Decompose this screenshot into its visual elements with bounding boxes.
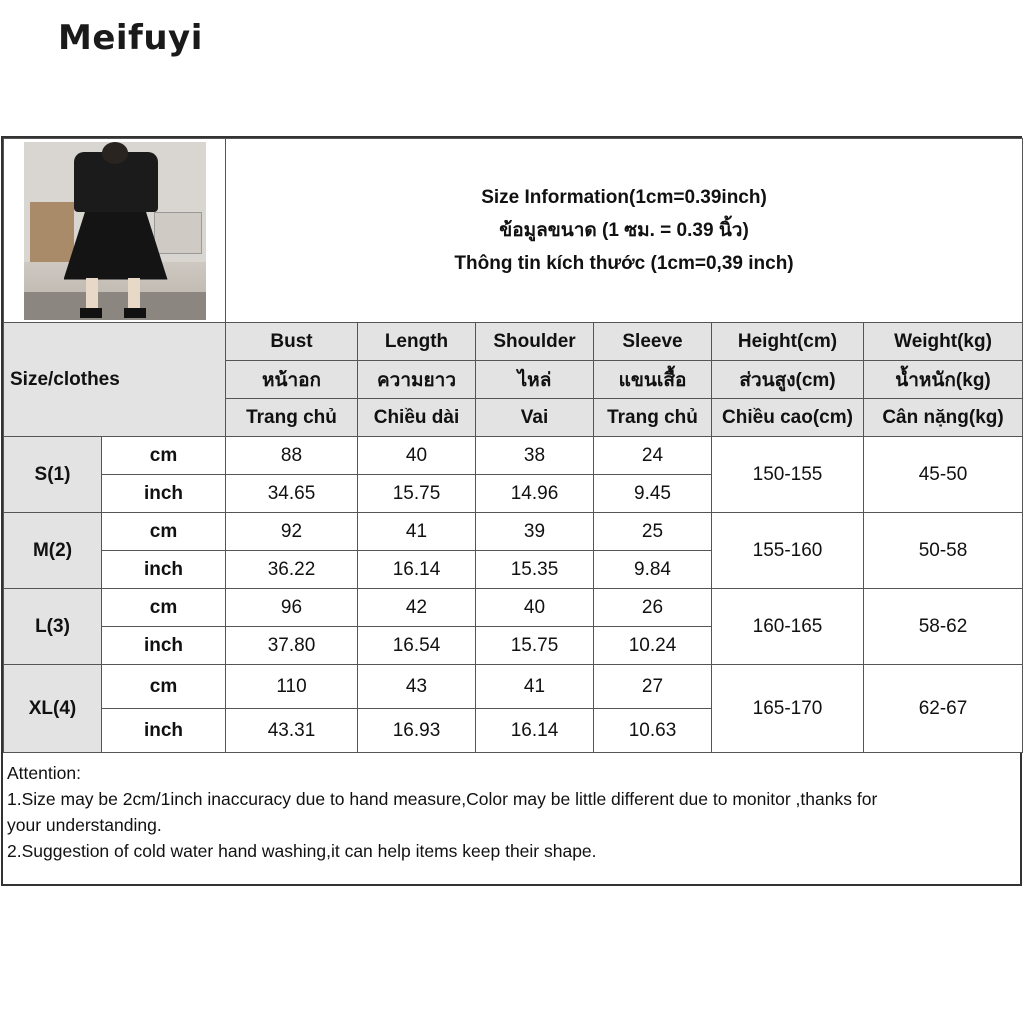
- col-header-weight-th: น้ำหนัก(kg): [864, 361, 1023, 399]
- product-photo: [24, 142, 206, 320]
- length-cm: 41: [358, 513, 476, 551]
- length-inch: 16.14: [358, 551, 476, 589]
- sleeve-cm: 24: [594, 437, 712, 475]
- shoulder-inch: 15.75: [476, 627, 594, 665]
- bust-inch: 36.22: [226, 551, 358, 589]
- note-line-2: 2.Suggestion of cold water hand washing,it can help items keep their shape.: [7, 841, 597, 861]
- sleeve-inch: 10.24: [594, 627, 712, 665]
- shoulder-cm: 41: [476, 665, 594, 709]
- col-header-weight-en: Weight(kg): [864, 323, 1023, 361]
- note-line-1-cont: your understanding.: [7, 815, 162, 835]
- unit-cm: cm: [102, 665, 226, 709]
- table-row: [4, 437, 1023, 475]
- header-row-en: [4, 323, 1023, 361]
- col-header-bust-th: หน้าอก: [226, 361, 358, 399]
- size-label-s: S(1): [4, 437, 102, 513]
- length-inch: 16.54: [358, 627, 476, 665]
- sleeve-inch: 9.45: [594, 475, 712, 513]
- col-header-shoulder-vi: Vai: [476, 399, 594, 437]
- unit-cm: cm: [102, 589, 226, 627]
- col-header-sleeve-th: แขนเสื้อ: [594, 361, 712, 399]
- height-range: 155-160: [712, 513, 864, 589]
- unit-inch: inch: [102, 627, 226, 665]
- shoulder-inch: 16.14: [476, 709, 594, 753]
- bust-inch: 43.31: [226, 709, 358, 753]
- title-thai: ข้อมูลขนาด (1 ซม. = 0.39 นิ้ว): [499, 220, 749, 241]
- title-row: [4, 139, 1023, 323]
- col-header-length-vi: Chiều dài: [358, 399, 476, 437]
- size-label-xl: XL(4): [4, 665, 102, 753]
- col-header-length-th: ความยาว: [358, 361, 476, 399]
- col-header-height-vi: Chiều cao(cm): [712, 399, 864, 437]
- bust-cm: 88: [226, 437, 358, 475]
- bust-inch: 34.65: [226, 475, 358, 513]
- unit-inch: inch: [102, 709, 226, 753]
- sleeve-cm: 25: [594, 513, 712, 551]
- col-header-height-en: Height(cm): [712, 323, 864, 361]
- size-chart: [1, 136, 1022, 886]
- shoulder-cm: 38: [476, 437, 594, 475]
- sleeve-cm: 27: [594, 665, 712, 709]
- col-header-sleeve-en: Sleeve: [594, 323, 712, 361]
- col-header-sleeve-vi: Trang chủ: [594, 399, 712, 437]
- unit-cm: cm: [102, 513, 226, 551]
- unit-cm: cm: [102, 437, 226, 475]
- col-header-bust-vi: Trang chủ: [226, 399, 358, 437]
- bust-cm: 110: [226, 665, 358, 709]
- height-range: 150-155: [712, 437, 864, 513]
- weight-range: 58-62: [864, 589, 1023, 665]
- size-label-m: M(2): [4, 513, 102, 589]
- title-vietnamese: Thông tin kích thước (1cm=0,39 inch): [454, 253, 794, 274]
- length-cm: 42: [358, 589, 476, 627]
- title-english: Size Information(1cm=0.39inch): [481, 187, 767, 208]
- col-header-shoulder-th: ไหล่: [476, 361, 594, 399]
- height-range: 160-165: [712, 589, 864, 665]
- length-inch: 16.93: [358, 709, 476, 753]
- bust-inch: 37.80: [226, 627, 358, 665]
- bust-cm: 92: [226, 513, 358, 551]
- table-row: [4, 665, 1023, 709]
- table-row: [4, 589, 1023, 627]
- weight-range: 62-67: [864, 665, 1023, 753]
- sleeve-inch: 9.84: [594, 551, 712, 589]
- length-cm: 43: [358, 665, 476, 709]
- size-table: [3, 138, 1023, 753]
- shoulder-cm: 40: [476, 589, 594, 627]
- bust-cm: 96: [226, 589, 358, 627]
- size-info-title: [226, 139, 1023, 323]
- sleeve-inch: 10.63: [594, 709, 712, 753]
- note-line-1: 1.Size may be 2cm/1inch inaccuracy due to hand measure,Color may be little different due to monitor ,thanks for: [7, 789, 878, 809]
- shoulder-inch: 14.96: [476, 475, 594, 513]
- attention-notes: [7, 760, 1017, 864]
- weight-range: 50-58: [864, 513, 1023, 589]
- unit-inch: inch: [102, 475, 226, 513]
- size-clothes-label: Size/clothes: [4, 323, 226, 437]
- sleeve-cm: 26: [594, 589, 712, 627]
- length-cm: 40: [358, 437, 476, 475]
- col-header-weight-vi: Cân nặng(kg): [864, 399, 1023, 437]
- height-range: 165-170: [712, 665, 864, 753]
- length-inch: 15.75: [358, 475, 476, 513]
- notes-heading: Attention:: [7, 763, 81, 783]
- product-photo-cell: [4, 139, 226, 323]
- shoulder-inch: 15.35: [476, 551, 594, 589]
- brand-logo-text: Meifuyi: [58, 18, 203, 58]
- unit-inch: inch: [102, 551, 226, 589]
- col-header-length-en: Length: [358, 323, 476, 361]
- shoulder-cm: 39: [476, 513, 594, 551]
- col-header-height-th: ส่วนสูง(cm): [712, 361, 864, 399]
- weight-range: 45-50: [864, 437, 1023, 513]
- size-label-l: L(3): [4, 589, 102, 665]
- col-header-shoulder-en: Shoulder: [476, 323, 594, 361]
- table-row: [4, 513, 1023, 551]
- col-header-bust-en: Bust: [226, 323, 358, 361]
